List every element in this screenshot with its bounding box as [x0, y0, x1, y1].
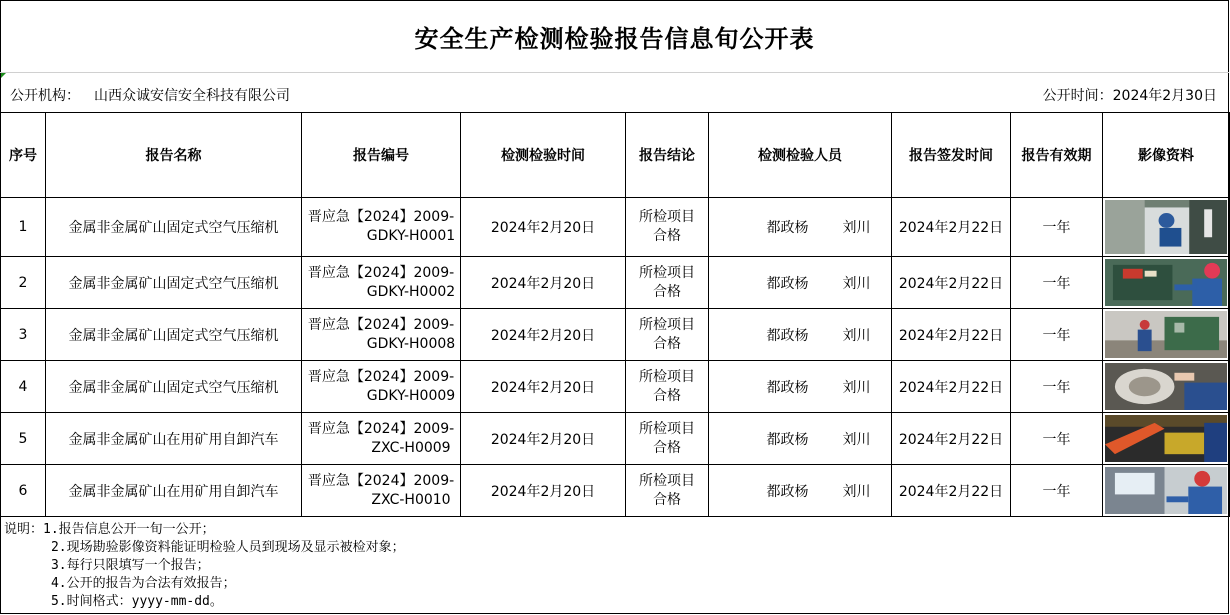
cell-validity: 一年 [1011, 198, 1103, 257]
code-line-2: GDKY-H0008 [366, 335, 456, 352]
cell-no: 6 [1, 465, 46, 517]
cell-issue-date: 2024年2月22日 [892, 257, 1011, 309]
cell-issue-date: 2024年2月22日 [892, 465, 1011, 517]
inspection-photo[interactable] [1105, 311, 1227, 358]
cell-issue-date: 2024年2月22日 [892, 309, 1011, 361]
conclusion-line-1: 所检项目 [639, 316, 695, 333]
org-info [10, 85, 290, 105]
inspector-2: 刘川 [842, 431, 871, 448]
col-header-name: 报告名称 [46, 113, 302, 198]
conclusion-line-2: 合格 [653, 228, 681, 244]
col-header-images: 影像资料 [1103, 113, 1230, 198]
code-line-2: GDKY-H0001 [366, 228, 456, 244]
cell-test-date: 2024年2月20日 [461, 361, 626, 413]
code-line-1: 晋应急【2024】2009- [307, 316, 455, 333]
conclusion-line-2: 合格 [653, 439, 681, 456]
inspector-1: 都政杨 [766, 275, 809, 292]
cell-test-date: 2024年2月20日 [461, 465, 626, 517]
conclusion-line-1: 所检项目 [639, 209, 695, 225]
inspector-1: 都政杨 [766, 483, 809, 500]
cell-validity: 一年 [1011, 257, 1103, 309]
cell-conclusion [626, 361, 709, 413]
cell-image[interactable] [1103, 198, 1230, 257]
cell-personnel [709, 309, 892, 361]
meta-row [0, 73, 1229, 113]
cell-test-date: 2024年2月20日 [461, 198, 626, 257]
code-line-1: 晋应急【2024】2009- [307, 420, 455, 437]
inspector-1: 都政杨 [766, 379, 809, 396]
cell-test-date: 2024年2月20日 [461, 257, 626, 309]
cell-validity: 一年 [1011, 465, 1103, 517]
cell-report-name: 金属非金属矿山在用矿用自卸汽车 [46, 413, 302, 465]
col-header-no: 序号 [1, 113, 46, 198]
cell-issue-date: 2024年2月22日 [892, 198, 1011, 257]
conclusion-line-2: 合格 [653, 335, 681, 352]
cell-validity: 一年 [1011, 361, 1103, 413]
note-line: 3.每行只限填写一个报告； [4, 558, 210, 573]
publish-date: 2024年2月30日 [1112, 88, 1217, 104]
inspection-photo[interactable] [1105, 200, 1227, 254]
cell-report-code [302, 257, 461, 309]
report-table [0, 112, 1230, 517]
cell-report-code [302, 413, 461, 465]
inspector-2: 刘川 [842, 483, 871, 500]
code-line-2: ZXC-H0009 [371, 439, 451, 456]
inspection-photo[interactable] [1105, 415, 1227, 462]
code-line-2: GDKY-H0002 [366, 283, 456, 300]
cell-image[interactable] [1103, 309, 1230, 361]
inspector-2: 刘川 [842, 220, 871, 236]
cell-report-code [302, 465, 461, 517]
cell-no: 2 [1, 257, 46, 309]
cell-report-code [302, 309, 461, 361]
cell-conclusion [626, 198, 709, 257]
inspection-photo[interactable] [1105, 259, 1227, 306]
code-line-1: 晋应急【2024】2009- [307, 472, 455, 489]
inspector-2: 刘川 [842, 379, 871, 396]
inspector-2: 刘川 [842, 275, 871, 292]
table-header [1, 113, 1230, 198]
cell-image[interactable] [1103, 413, 1230, 465]
inspector-1: 都政杨 [766, 220, 809, 236]
cell-conclusion [626, 257, 709, 309]
col-header-personnel: 检测检验人员 [709, 113, 892, 198]
cell-no: 4 [1, 361, 46, 413]
inspection-photo[interactable] [1105, 467, 1227, 514]
org-label: 公开机构： [10, 88, 80, 104]
table-row [1, 198, 1230, 257]
conclusion-line-1: 所检项目 [639, 368, 695, 385]
cell-report-code [302, 198, 461, 257]
cell-test-date: 2024年2月20日 [461, 309, 626, 361]
code-line-1: 晋应急【2024】2009- [307, 264, 455, 281]
table-row [1, 465, 1230, 517]
code-line-2: GDKY-H0009 [366, 387, 456, 404]
inspector-2: 刘川 [842, 327, 871, 344]
cell-report-name: 金属非金属矿山固定式空气压缩机 [46, 198, 302, 257]
cell-image[interactable] [1103, 465, 1230, 517]
conclusion-line-2: 合格 [653, 491, 681, 508]
cell-personnel [709, 257, 892, 309]
note-line: 2.现场勘验影像资料能证明检验人员到现场及显示被检对象； [4, 540, 405, 555]
inspection-photo[interactable] [1105, 363, 1227, 410]
table-row [1, 361, 1230, 413]
cell-issue-date: 2024年2月22日 [892, 413, 1011, 465]
cell-no: 3 [1, 309, 46, 361]
cell-no: 5 [1, 413, 46, 465]
cell-image[interactable] [1103, 257, 1230, 309]
cell-no: 1 [1, 198, 46, 257]
code-line-1: 晋应急【2024】2009- [307, 209, 455, 225]
cell-issue-date: 2024年2月22日 [892, 361, 1011, 413]
page-title: 安全生产检测检验报告信息旬公开表 [0, 0, 1229, 73]
conclusion-line-2: 合格 [653, 387, 681, 404]
cell-conclusion [626, 309, 709, 361]
cell-personnel [709, 361, 892, 413]
conclusion-line-1: 所检项目 [639, 420, 695, 437]
note-line: 4.公开的报告为合法有效报告； [4, 576, 236, 591]
cell-conclusion [626, 465, 709, 517]
inspector-1: 都政杨 [766, 327, 809, 344]
cell-personnel [709, 465, 892, 517]
cell-report-name: 金属非金属矿山固定式空气压缩机 [46, 309, 302, 361]
col-header-code: 报告编号 [302, 113, 461, 198]
col-header-issue-date: 报告签发时间 [892, 113, 1011, 198]
col-header-conclusion: 报告结论 [626, 113, 709, 198]
publish-label: 公开时间： [1042, 88, 1113, 104]
inspector-1: 都政杨 [766, 431, 809, 448]
conclusion-line-1: 所检项目 [639, 264, 695, 281]
note-line: 5.时间格式：yyyy-mm-dd。 [4, 594, 223, 609]
cell-report-name: 金属非金属矿山固定式空气压缩机 [46, 257, 302, 309]
cell-validity: 一年 [1011, 413, 1103, 465]
org-name: 山西众诚安信安全科技有限公司 [94, 88, 290, 104]
publish-info [1043, 85, 1217, 105]
cell-personnel [709, 413, 892, 465]
table-row [1, 413, 1230, 465]
cell-report-code [302, 361, 461, 413]
note-line: 说明：1.报告信息公开一旬一公开； [4, 522, 215, 537]
table-row [1, 309, 1230, 361]
notes [4, 521, 405, 611]
code-line-1: 晋应急【2024】2009- [307, 368, 455, 385]
cell-test-date: 2024年2月20日 [461, 413, 626, 465]
cell-conclusion [626, 413, 709, 465]
col-header-validity: 报告有效期 [1011, 113, 1103, 198]
cell-report-name: 金属非金属矿山在用矿用自卸汽车 [46, 465, 302, 517]
cell-personnel [709, 198, 892, 257]
col-header-test-date: 检测检验时间 [461, 113, 626, 198]
conclusion-line-2: 合格 [653, 283, 681, 300]
code-line-2: ZXC-H0010 [371, 491, 451, 508]
cell-report-name: 金属非金属矿山固定式空气压缩机 [46, 361, 302, 413]
table-row [1, 257, 1230, 309]
cell-image[interactable] [1103, 361, 1230, 413]
cell-validity: 一年 [1011, 309, 1103, 361]
conclusion-line-1: 所检项目 [639, 472, 695, 489]
